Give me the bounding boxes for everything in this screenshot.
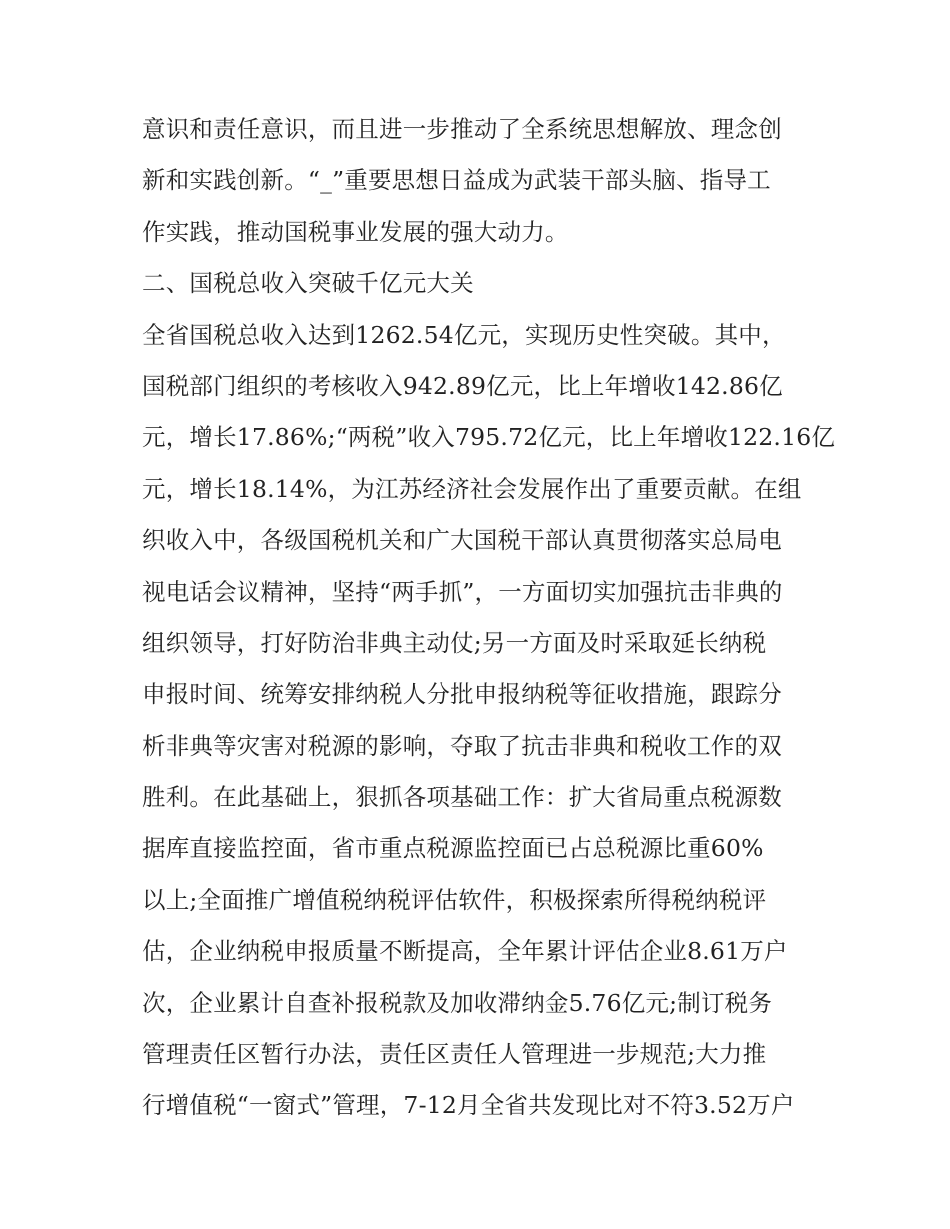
- text-line: 意识和责任意识，而且进一步推动了全系统思想解放、理念创: [142, 115, 782, 143]
- text-line: 视电话会议精神，坚持“两手抓”，一方面切实加强抗击非典的: [142, 577, 783, 606]
- text-line: 国税部门组织的考核收入942.89亿元，比上年增收142.86亿: [142, 371, 783, 400]
- text-line: 析非典等灾害对税源的影响，夺取了抗击非典和税收工作的双: [142, 731, 782, 760]
- text-line: 行增值税“一窗式”管理，7-12月全省共发现比对不符3.52万户: [142, 1091, 795, 1120]
- body-text: [142, 104, 836, 1132]
- text-line: 作实践，推动国税事业发展的强大动力。: [142, 217, 569, 246]
- text-line: 胜利。在此基础上，狠抓各项基础工作：扩大省局重点税源数: [142, 783, 782, 812]
- text-line: 元，增长17.86%;“两税”收入795.72亿元，比上年增收122.16亿: [142, 423, 836, 452]
- text-line: 据库直接监控面，省市重点税源监控面已占总税源比重60%: [142, 834, 764, 863]
- text-line: 组织领导，打好防治非典主动仗;另一方面及时采取延长纳税: [142, 628, 767, 657]
- text-line: 申报时间、统筹安排纳税人分批申报纳税等征收措施，跟踪分: [142, 680, 782, 709]
- text-line: 以上;全面推广增值税纳税评估软件，积极探索所得税纳税评: [142, 885, 767, 914]
- text-line: 估，企业纳税申报质量不断提高，全年累计评估企业8.61万户: [142, 937, 788, 966]
- text-line: 新和实践创新。“_”重要思想日益成为武装干部头脑、指导工: [142, 166, 771, 195]
- section-heading: 二、国税总收入突破千亿元大关: [142, 269, 474, 298]
- text-line: 管理责任区暂行办法，责任区责任人管理进一步规范;大力推: [142, 1040, 767, 1069]
- text-line: 全省国税总收入达到1262.54亿元，实现历史性突破。其中，: [142, 320, 786, 349]
- text-line: 次，企业累计自查补报税款及加收滞纳金5.76亿元;制订税务: [142, 988, 773, 1017]
- text-line: 元，增长18.14%，为江苏经济社会发展作出了重要贡献。在组: [142, 474, 802, 503]
- text-line: 织收入中，各级国税机关和广大国税干部认真贯彻落实总局电: [142, 526, 782, 555]
